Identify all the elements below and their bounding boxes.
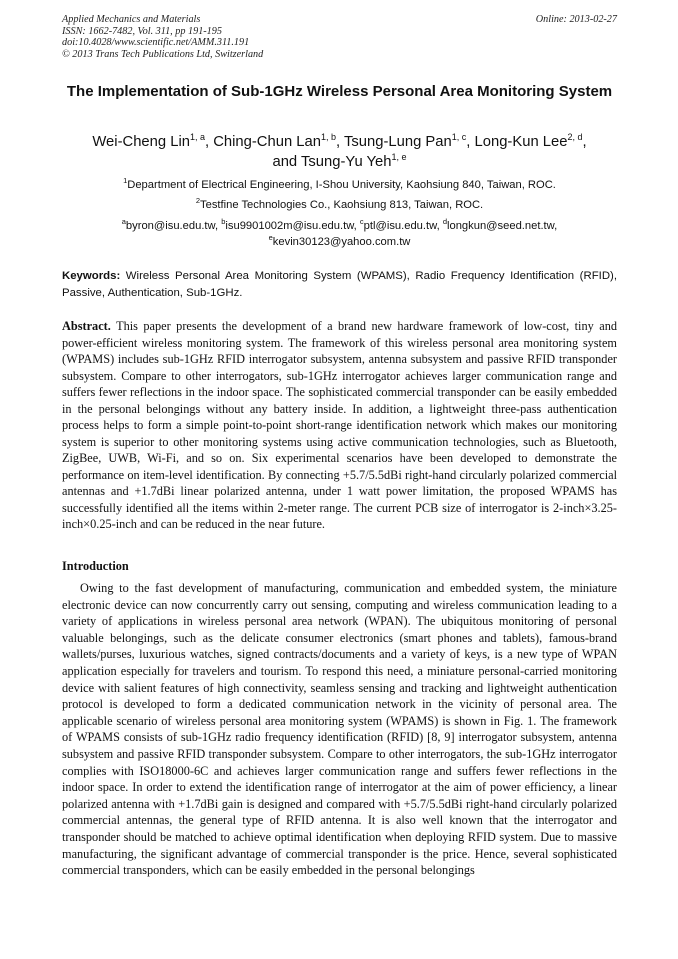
author: Tsung-Lung Pan$^{1, c}$, <box>343 132 475 150</box>
online-date: Online: 2013-02-27 <box>535 14 617 25</box>
journal-header <box>62 14 617 60</box>
author: Ching-Chun Lan$^{1, b}$, <box>213 132 344 150</box>
email: $^b$isu9901002m@isu.edu.tw, <box>221 217 360 232</box>
email-list <box>62 218 617 250</box>
keywords <box>62 268 617 301</box>
keywords-text: Wireless Personal Area Monitoring System (WPAMS), Radio Frequency Identification (RFID), Passive, Authentication, Sub-1GHz. <box>62 270 617 299</box>
introduction-paragraph: Owing to the fast development of manufacturing, communication and embedded system, the miniature electronic device can now concurrently carry out sensing, computing and wireless communication leading to a variety of applications in wireless personal area network (WPAN). The ubiquitous monitoring of personal valuable belongings, such as the delicate consumer electronics (smart phones and tablets), famous-brand wallets/purses, luxurious watches, signed contracts/documents and a variety of keys, is a new type of WPAN application especially for travelers and tourism. To respond this need, a miniature personal-carried monitoring device with salient features of high connectivity, seamless sensing and tracking and lightweight authentication protocol is developed to form a dedicated communication network in the vicinity of personal area. The applicable scenario of wireless personal area monitoring system (WPAMS) is shown in Fig. 1. The framework of WPAMS consists of sub-1GHz radio frequency identification (RFID) [8, 9] interrogator subsystem, antenna subsystem and passive RFID transponder subsystem. Compare to other interrogators, the sub-1GHz interrogator complies with ISO18000-6C and achieves larger communication range and suffers fewer reflections in the indoor space. In order to extend the identification range of interrogator at the aim of power efficiency, a linear polarized antenna with +1.7dBi gain is designed and compared with +5.7/5.5dBi right-hand circularly polarized commercial antennas, the general type of RFID antenna. It is also well known that the interrogator and transponder should be matched to achieve optimal identification when deploying RFID system. Due to massive manufacturing, the significant advantage of commercial transponder is the price. Hence, several sophisticated commercial transponders, which can be easily embedded in the personal belongings <box>62 581 617 878</box>
email: $^d$longkun@seed.net.tw, <box>442 217 558 232</box>
issn-line: ISSN: 1662-7482, Vol. 311, pp 191-195 <box>62 25 222 37</box>
email: $^e$kevin30123@yahoo.com.tw <box>268 233 411 248</box>
doi-line: doi:10.4028/www.scientific.net/AMM.311.191 <box>62 37 250 49</box>
abstract-text: This paper presents the development of a brand new hardware framework of low-cost, tiny and power-efficient wireless monitoring system. The framework of this wireless personal area monitoring system (WPAMS) includes sub-1GHz RFID interrogator subsystem, antenna subsystem and passive RFID transponder subsystem. Compare to other interrogators, sub-1GHz interrogator achieves larger communication range and suffers fewer reflections in the indoor space. The sophisticated commercial transponder can be easily embedded in the personal belongings without any battery inside. In addition, a lightweight three-pass authentication process helps to form a simple point-to-point short-range identification network which makes our monitoring system is superior to other monitoring systems using active communication technologies, such as Bluetooth, ZigBee, UWB, Wi-Fi, and so on. Six experimental scenarios have been developed to demonstrate the performance on item-level identification. By connecting +5.7/5.5dBi right-hand circularly polarized commercial antennas and +1.7dBi linear polarized antenna, under 1 watt power limitation, the proposed WPAMS has successfully identified all the items within 2-meter range. The current PCB size of interrogator is 2-inch×3.25-inch×0.25-inch and can be reduced in the near future. <box>62 319 617 531</box>
affiliation: $^2$Testfine Technologies Co., Kaohsiung 813, Taiwan, ROC. <box>195 196 484 211</box>
paper-title: The Implementation of Sub-1GHz Wireless Personal Area Monitoring System <box>66 83 613 100</box>
author: Long-Kun Lee$^{2, d}$, <box>474 132 587 150</box>
email: $^c$ptl@isu.edu.tw, <box>359 217 443 232</box>
abstract-label: Abstract. <box>62 319 111 333</box>
journal-name: Applied Mechanics and Materials <box>62 14 201 25</box>
affiliation: $^1$Department of Electrical Engineering, I-Shou University, Kaohsiung 840, Taiwan, ROC. <box>123 176 556 191</box>
section-heading-introduction: Introduction <box>62 559 129 573</box>
copyright-line: © 2013 Trans Tech Publications Ltd, Switzerland <box>62 48 264 60</box>
abstract <box>62 318 617 533</box>
email: $^a$byron@isu.edu.tw, <box>121 217 222 232</box>
keywords-label: Keywords: <box>62 270 121 282</box>
author: Wei-Cheng Lin$^{1, a}$, <box>92 132 214 150</box>
author-list <box>62 132 617 172</box>
author: and Tsung-Yu Yeh$^{1, e}$ <box>272 152 407 170</box>
